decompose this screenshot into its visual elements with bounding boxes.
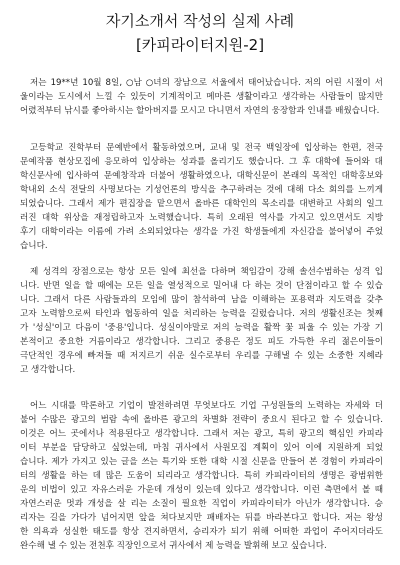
text-line: 불어 수많은 광고의 범람 속에 올바른 광고의 차별화 전략이 중요시 된다고 할 수 있습니다.	[20, 415, 383, 425]
text-line: 니다. 반면 일을 할 때에는 모든 일을 열성적으로 밀어내 다 하는 것이 단점이라고 할 수 있습	[20, 281, 383, 291]
text-line: 러진 대학 위상을 재정립하고자 노력했습니다. 특히 오래된 역사를 가지고 있으면서도 지방	[20, 213, 383, 223]
paragraph-motivation	[20, 399, 383, 553]
document-subtitle: [카피라이터지원-2]	[135, 36, 265, 54]
text-line: 고 생각합니다.	[20, 365, 76, 375]
text-line: 이것은 어느 곳에서나 적용된다고 생각합니다. 그래서 저는 광고, 특히 광고의 핵심인 카피라	[20, 429, 383, 439]
text-line: 후기 대학이라는 이름에 가려 소외되었다는 생각을 가진 학생들에게 자신감을 불어넣어 주었	[20, 227, 383, 237]
text-line: 제 성격의 장점으로는 항상 모든 일에 최선을 다하며 책임감이 강해 솔선수범하는 성격 입	[30, 267, 383, 277]
text-line: 학신문사에 입사하여 문예창작과 더불어 생활하였으나, 대학신문이 본래의 목적인 대학홍보와	[20, 171, 383, 181]
text-line: 운의 비법이 있고 자유스러운 가운데 개성이 있는데 있다고 생각합니다. 이런 측면에서 볼 때	[20, 485, 383, 495]
text-line: 극단적인 경우에 빠져들 때 저지르기 쉬운 실수로부터 우리를 구해낼 수 있는 소중한 지혜라	[20, 351, 383, 361]
text-line: 되었습니다. 그래서 제가 편집장을 맡으면서 올바른 대학인의 목소리를 대변하고 사회의 일그	[20, 199, 383, 209]
text-line: 니다. 그래서 다른 사람들과의 모임에 많이 참석하여 남을 이해하는 포용력과 지도력을 갖추	[20, 295, 383, 305]
text-line: 울이라는 도시에서 느낄 수 있듯이 기계적이고 메마른 생활이라고 생각하는 사람들이 많지만	[20, 92, 383, 102]
text-line: 어느 시대를 막론하고 기업이 발전하려면 무엇보다도 기업 구성원들의 노력하는 자세와 더	[30, 401, 383, 411]
text-line: 본적이고 중요한 거름이라고 생각합니다. 그리고 중용은 정도 피도 가득한 우리 젊은이들이	[20, 337, 383, 347]
text-line: 문예작품 현상모집에 응모하여 입상하는 성과를 올리기도 했습니다. 그 후 대학에 들어와 대	[20, 157, 383, 167]
document-title: 자기소개서 작성의 실제 사례	[105, 12, 295, 30]
text-line: 리자는 길을 가다가 넘어지면 앞을 쳐다보지만 패배자는 뒤를 바라본다고 합니다. 저는 왕성	[20, 513, 383, 523]
text-line: 완수해 낼 수 있는 전천후 직장인으로서 귀사에서 제 능력을 발휘해 보고 싶습니다.	[20, 541, 327, 551]
paragraph-personality	[20, 265, 383, 377]
text-line: 한 의욕과 성실한 태도를 항상 견지하면서, 승리자가 되기 위해 어떠한 과업이 주어지더라도	[20, 527, 383, 537]
text-line: 습니다.	[20, 241, 48, 251]
text-line: 가 '성실'이고 다음이 '중용'입니다. 성실이야말로 저의 능력을 활짝 꽃 피울 수 있는 가장 기	[20, 323, 383, 333]
text-line: 이터 부분을 담당하고 싶었는데, 마침 귀사에서 사원모집 계획이 있어 이에 지원하게 되었	[20, 443, 383, 453]
paragraph-birth-childhood	[20, 76, 383, 118]
paragraph-school-activities	[20, 141, 383, 253]
text-line: 학내외 소식 전달의 사명보다는 기성언론의 방식을 추구하려는 것에 대해 다소 회의를 느끼게	[20, 185, 383, 195]
text-line: 터의 생활을 하는 데 많은 도움이 되리라고 생각합니다. 특히 카피라이터의 생명은 광범위한	[20, 471, 383, 481]
text-line: 습니다. 제가 가지고 있는 글을 쓰는 특기와 또한 대학 시절 신문을 만들어 본 경험이 카피라이	[20, 457, 383, 467]
text-line: 고자 노력함으로써 타인과 협동하여 일을 처리하는 능력을 길렀습니다. 저의 생활신조는 첫째	[20, 309, 383, 319]
text-line: 저는 19**년 10월 8일, ○남 ○녀의 장남으로 서울에서 태어났습니다. 저의 어린 시절이 서	[30, 78, 383, 88]
text-line: 고등학교 진학부터 문예반에서 활동하였으며, 교내 및 전국 백일장에 입상하는 한편, 전국	[30, 143, 383, 153]
text-line: 어렸적부터 낚시를 좋아하시는 할아버지를 모시고 다니면서 자연의 웅장함과 인내를 배웠습니다.	[20, 106, 380, 116]
text-line: 자연스러운 멋과 개성을 살 리는 소질이 필요한 직업이 카피라이터가 아닌가 생각합니다. 승	[20, 499, 383, 509]
